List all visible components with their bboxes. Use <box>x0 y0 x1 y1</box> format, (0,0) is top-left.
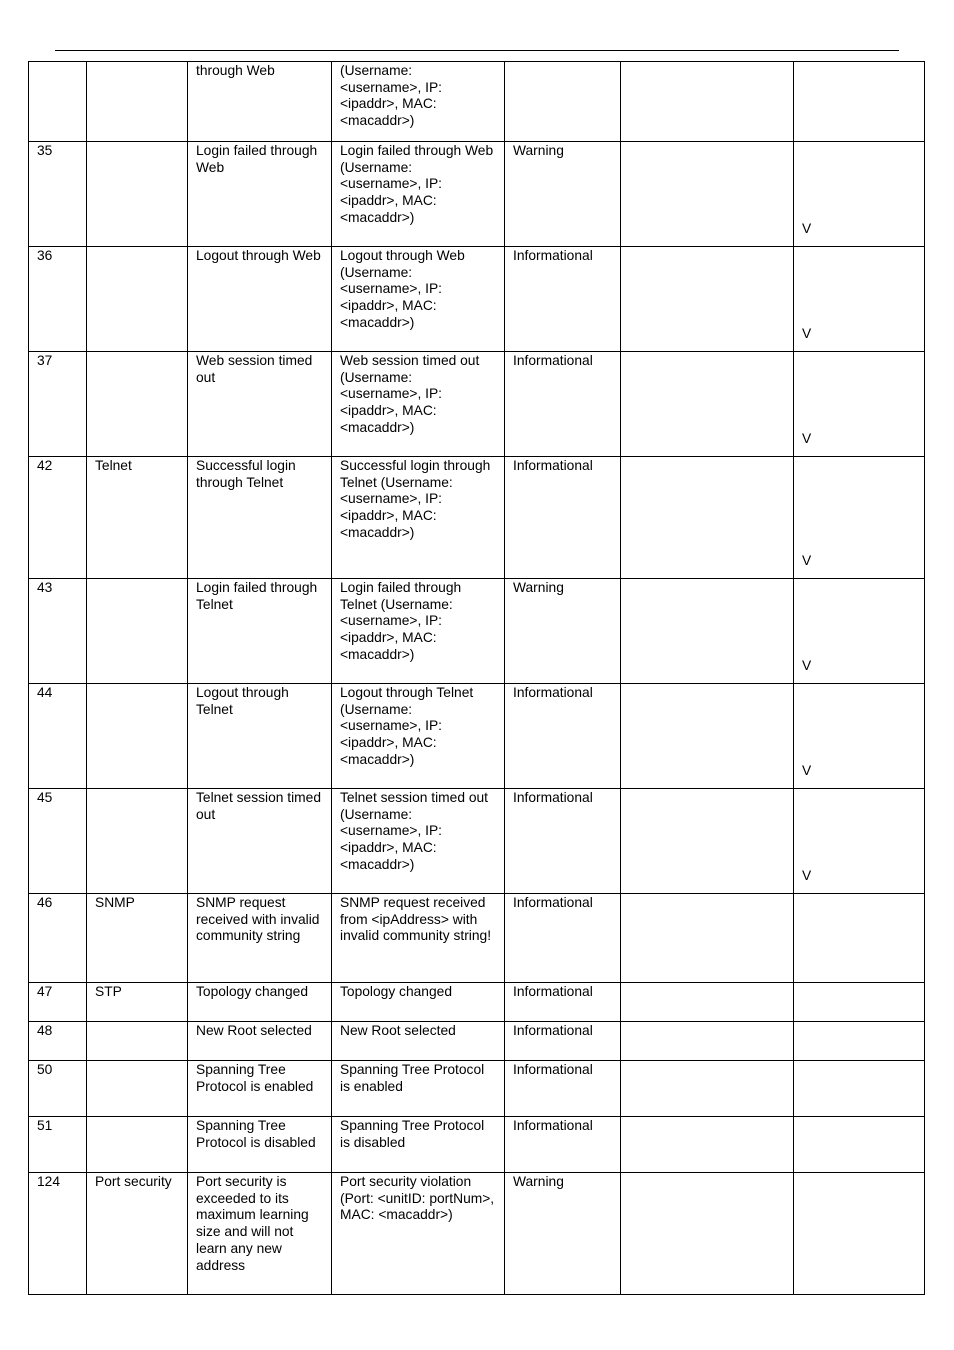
remark-cell <box>621 789 794 894</box>
flag-cell <box>794 983 925 1022</box>
severity-cell <box>505 62 621 142</box>
flag-cell: V <box>794 684 925 789</box>
log-content-cell: Successful login through Telnet (Username: <username>, IP: <ipaddr>, MAC: <macaddr>) <box>332 457 505 579</box>
remark-cell <box>621 457 794 579</box>
module-cell <box>87 247 188 352</box>
flag-cell: V <box>794 789 925 894</box>
event-id-cell: 124 <box>29 1173 87 1295</box>
log-content-cell: Login failed through Telnet (Username: <username>, IP: <ipaddr>, MAC: <macaddr>) <box>332 579 505 684</box>
flag-cell: V <box>794 457 925 579</box>
log-content-cell: Telnet session timed out (Username: <username>, IP: <ipaddr>, MAC: <macaddr>) <box>332 789 505 894</box>
module-cell <box>87 684 188 789</box>
remark-cell <box>621 352 794 457</box>
log-content-cell: Login failed through Web (Username: <username>, IP: <ipaddr>, MAC: <macaddr>) <box>332 142 505 247</box>
module-cell <box>87 142 188 247</box>
log-event-table <box>28 61 925 1295</box>
event-id-cell: 51 <box>29 1117 87 1173</box>
severity-cell: Informational <box>505 983 621 1022</box>
event-description-cell: SNMP request received with invalid community string <box>188 894 332 983</box>
log-content-cell: New Root selected <box>332 1022 505 1061</box>
remark-cell <box>621 62 794 142</box>
module-cell <box>87 1117 188 1173</box>
module-cell <box>87 579 188 684</box>
flag-cell <box>794 1117 925 1173</box>
flag-cell <box>794 1173 925 1295</box>
table-row <box>29 62 925 142</box>
remark-cell <box>621 1061 794 1117</box>
flag-cell <box>794 1022 925 1061</box>
event-description-cell: New Root selected <box>188 1022 332 1061</box>
log-content-cell: Logout through Telnet (Username: <username>, IP: <ipaddr>, MAC: <macaddr>) <box>332 684 505 789</box>
flag-cell: V <box>794 247 925 352</box>
event-description-cell: Telnet session timed out <box>188 789 332 894</box>
flag-cell: V <box>794 579 925 684</box>
remark-cell <box>621 1117 794 1173</box>
table-row <box>29 579 925 684</box>
event-id-cell: 45 <box>29 789 87 894</box>
event-description-cell: Login failed through Web <box>188 142 332 247</box>
severity-cell: Informational <box>505 247 621 352</box>
table-row <box>29 684 925 789</box>
event-description-cell: Port security is exceeded to its maximum learning size and will not learn any new address <box>188 1173 332 1295</box>
table-row <box>29 352 925 457</box>
module-cell: Port security <box>87 1173 188 1295</box>
table-row <box>29 1173 925 1295</box>
table-body <box>29 62 925 1295</box>
event-description-cell: Spanning Tree Protocol is disabled <box>188 1117 332 1173</box>
severity-cell: Informational <box>505 1022 621 1061</box>
event-id-cell: 46 <box>29 894 87 983</box>
event-description-cell: Logout through Telnet <box>188 684 332 789</box>
severity-cell: Informational <box>505 352 621 457</box>
severity-cell: Informational <box>505 1061 621 1117</box>
severity-cell: Informational <box>505 1117 621 1173</box>
log-content-cell: Topology changed <box>332 983 505 1022</box>
remark-cell <box>621 142 794 247</box>
severity-cell: Warning <box>505 579 621 684</box>
severity-cell: Warning <box>505 1173 621 1295</box>
remark-cell <box>621 684 794 789</box>
flag-cell: V <box>794 352 925 457</box>
log-content-cell: Spanning Tree Protocol is disabled <box>332 1117 505 1173</box>
remark-cell <box>621 579 794 684</box>
event-description-cell: Login failed through Telnet <box>188 579 332 684</box>
log-content-cell: (Username: <username>, IP: <ipaddr>, MAC: <macaddr>) <box>332 62 505 142</box>
severity-cell: Informational <box>505 457 621 579</box>
severity-cell: Warning <box>505 142 621 247</box>
remark-cell <box>621 1022 794 1061</box>
event-description-cell: Web session timed out <box>188 352 332 457</box>
log-content-cell: Web session timed out (Username: <username>, IP: <ipaddr>, MAC: <macaddr>) <box>332 352 505 457</box>
severity-cell: Informational <box>505 789 621 894</box>
header-rule <box>55 50 899 51</box>
table-row <box>29 1117 925 1173</box>
event-id-cell: 35 <box>29 142 87 247</box>
module-cell: STP <box>87 983 188 1022</box>
module-cell: SNMP <box>87 894 188 983</box>
table-row <box>29 457 925 579</box>
module-cell <box>87 789 188 894</box>
event-id-cell: 48 <box>29 1022 87 1061</box>
event-id-cell: 37 <box>29 352 87 457</box>
severity-cell: Informational <box>505 894 621 983</box>
remark-cell <box>621 894 794 983</box>
event-description-cell: Spanning Tree Protocol is enabled <box>188 1061 332 1117</box>
log-content-cell: SNMP request received from <ipAddress> with invalid community string! <box>332 894 505 983</box>
module-cell <box>87 1061 188 1117</box>
table-row <box>29 142 925 247</box>
event-id-cell: 47 <box>29 983 87 1022</box>
remark-cell <box>621 983 794 1022</box>
event-id-cell: 36 <box>29 247 87 352</box>
event-id-cell <box>29 62 87 142</box>
event-description-cell: through Web <box>188 62 332 142</box>
log-content-cell: Logout through Web (Username: <username>, IP: <ipaddr>, MAC: <macaddr>) <box>332 247 505 352</box>
table-row <box>29 894 925 983</box>
module-cell <box>87 62 188 142</box>
severity-cell: Informational <box>505 684 621 789</box>
table-row <box>29 1022 925 1061</box>
remark-cell <box>621 247 794 352</box>
module-cell <box>87 1022 188 1061</box>
table-row <box>29 247 925 352</box>
flag-cell <box>794 1061 925 1117</box>
remark-cell <box>621 1173 794 1295</box>
event-description-cell: Logout through Web <box>188 247 332 352</box>
event-description-cell: Topology changed <box>188 983 332 1022</box>
table-row <box>29 1061 925 1117</box>
event-id-cell: 43 <box>29 579 87 684</box>
module-cell <box>87 352 188 457</box>
event-id-cell: 50 <box>29 1061 87 1117</box>
table-row <box>29 789 925 894</box>
flag-cell: V <box>794 142 925 247</box>
flag-cell <box>794 894 925 983</box>
event-id-cell: 42 <box>29 457 87 579</box>
event-id-cell: 44 <box>29 684 87 789</box>
module-cell: Telnet <box>87 457 188 579</box>
table-row <box>29 983 925 1022</box>
log-content-cell: Port security violation (Port: <unitID: portNum>, MAC: <macaddr>) <box>332 1173 505 1295</box>
log-content-cell: Spanning Tree Protocol is enabled <box>332 1061 505 1117</box>
flag-cell <box>794 62 925 142</box>
event-description-cell: Successful login through Telnet <box>188 457 332 579</box>
